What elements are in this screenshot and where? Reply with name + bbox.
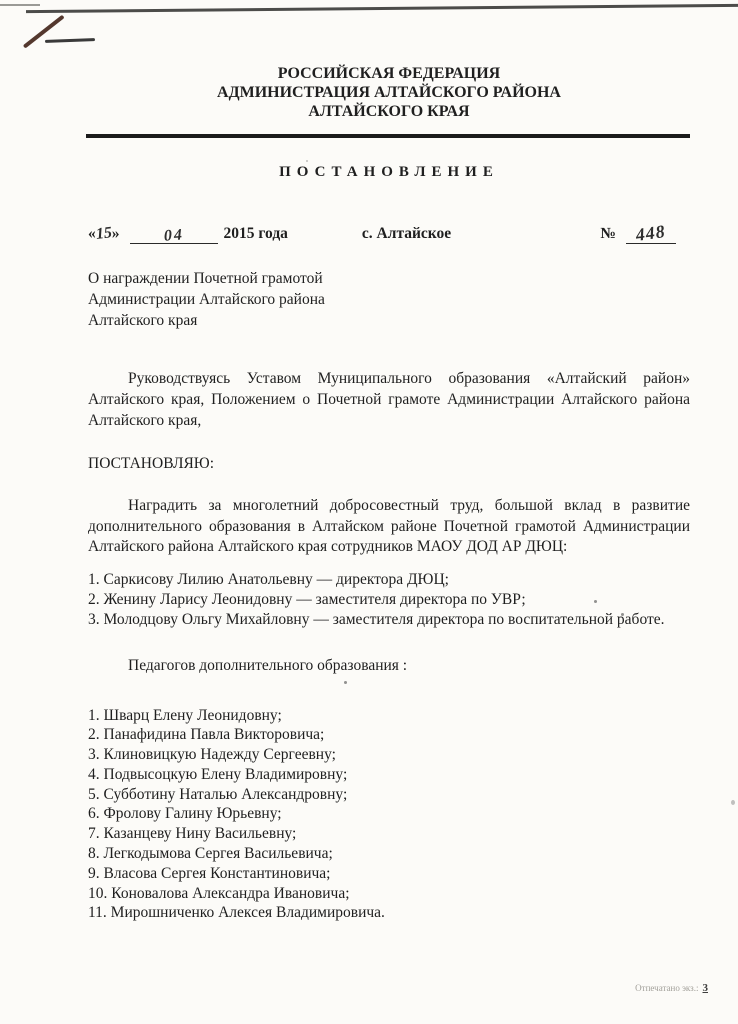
scan-speck	[731, 800, 735, 805]
list-item: 7. Казанцеву Нину Васильевну;	[88, 825, 297, 843]
list-item: 10. Коновалова Александра Ивановича;	[88, 884, 350, 902]
list-item: 2. Панафидина Павла Викторовича;	[88, 726, 325, 744]
teachers-heading: Педагогов дополнительного образования :	[128, 656, 408, 674]
list-item: 8. Легкодымова Сергея Васильевича;	[88, 845, 333, 863]
handwritten-day: 15	[94, 224, 113, 243]
list-item: 6. Фролову Галину Юрьевну;	[88, 805, 282, 823]
letterhead	[88, 64, 690, 121]
list-item: 11. Мирошниченко Алексея Владимировича.	[88, 904, 385, 922]
list-item: 1. Саркисову Лилию Анатольевну — директора ДЮЦ;	[88, 570, 449, 588]
month-blank-field	[130, 226, 218, 245]
list-item: 3. Клиновицкую Надежду Сергеевну;	[88, 746, 336, 764]
subject-line: Алтайского края	[88, 312, 198, 329]
letterhead-line-country: РОССИЙСКАЯ ФЕДЕРАЦИЯ	[277, 65, 501, 82]
preamble-paragraph: Руководствуясь Уставом Муниципального образования «Алтайский район» Алтайского края, Положением о Почетной грамоте Администрации Алтайского района Алтайского края,	[88, 370, 690, 429]
document-type-title: ПОСТАНОВЛЕНИЕ	[279, 164, 499, 180]
list-item: 5. Субботину Наталью Александровну;	[88, 785, 348, 803]
letterhead-divider-rule	[86, 134, 690, 138]
list-item: 4. Подвысоцкую Елену Владимировну;	[88, 765, 348, 783]
print-count-note	[635, 982, 708, 994]
handwritten-number: 448	[634, 221, 667, 246]
handwritten-month: 04	[162, 226, 185, 245]
list-item: 1. Шварц Елену Леонидовну;	[88, 706, 282, 724]
year-label: 2015 года	[223, 225, 288, 242]
day-close-quote: »	[111, 225, 120, 242]
list-item: 2. Женину Ларису Леонидовну — заместителя директора по УВР;	[88, 590, 526, 608]
list-item: 3. Молодцову Ольгу Михайловну — заместителя директора по воспитательной работе.	[88, 610, 665, 628]
list-item: 9. Власова Сергея Константиновича;	[88, 864, 331, 882]
teachers-list	[88, 706, 690, 924]
letterhead-line-administration: АДМИНИСТРАЦИЯ АЛТАЙСКОГО РАЙОНА	[217, 84, 561, 101]
pen-check-mark	[23, 15, 65, 49]
number-sign: №	[600, 225, 616, 242]
print-count-label: Отпечатано экз.:	[635, 983, 699, 993]
resolve-word: ПОСТАНОВЛЯЮ:	[88, 455, 215, 472]
scan-edge-fade	[0, 4, 40, 6]
day-open-quote: «	[88, 225, 96, 242]
document-content	[88, 64, 690, 923]
letterhead-line-region: АЛТАЙСКОГО КРАЯ	[308, 103, 470, 120]
day-field	[88, 224, 120, 244]
document-number-group	[600, 221, 676, 246]
award-paragraph: Наградить за многолетний добросовестный труд, большой вклад в развитие дополнительного образования в Алтайском районе Почетной грамотой Администрации Алтайского района Алтайского края сотрудников МАОУ ДОД АР ДЮЦ:	[88, 497, 690, 555]
subject-block	[88, 268, 690, 331]
scan-edge-line	[26, 4, 738, 13]
subject-line: О награждении Почетной грамотой	[88, 270, 323, 287]
date-place-number-row	[88, 221, 690, 246]
subject-line: Администрации Алтайского района	[88, 291, 325, 308]
place-label: с. Алтайское	[361, 225, 452, 242]
number-blank-field	[626, 221, 676, 246]
staff-list	[88, 570, 690, 630]
print-count-value: 3	[702, 982, 708, 994]
pen-underline-mark	[45, 38, 95, 43]
